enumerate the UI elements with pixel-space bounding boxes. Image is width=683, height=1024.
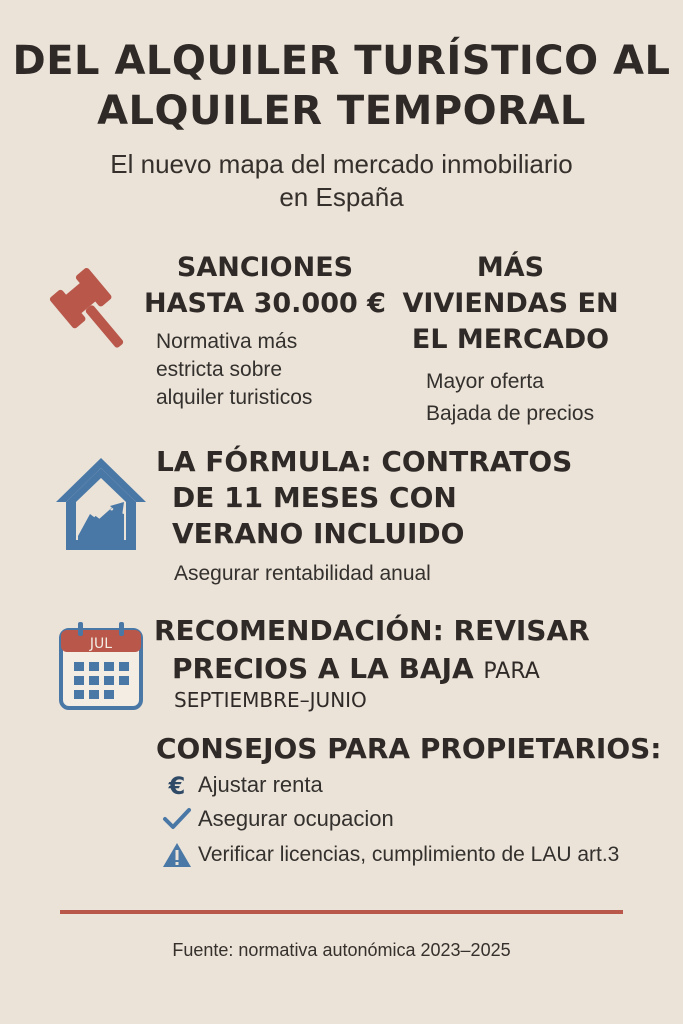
- recomendacion-title-line-2-suffix: PARA: [483, 659, 540, 684]
- title-line-2: ALQUILER TEMPORAL: [97, 88, 586, 134]
- house-growth-icon: [54, 454, 148, 554]
- sanciones-text-line-1: Normativa más: [156, 330, 298, 353]
- formula-text: Asegurar rentabilidad anual: [174, 562, 431, 585]
- viviendas-text-line-2: Bajada de precios: [426, 402, 595, 425]
- sanciones-title-line-1: SANCIONES: [176, 252, 354, 283]
- check-icon: [160, 806, 194, 832]
- sanciones-title: [140, 250, 390, 322]
- recomendacion-subtitle: SEPTIEMBRE–JUNIO: [174, 688, 367, 712]
- source-note: Fuente: normativa autonómica 2023–2025: [172, 940, 511, 960]
- formula-title: [156, 444, 572, 552]
- tip-item: [160, 772, 323, 798]
- gavel-icon: [46, 252, 142, 348]
- formula-title-line-2: DE 11 MESES CON: [172, 481, 457, 514]
- calendar-month-label: JUL: [89, 636, 113, 652]
- viviendas-title: [398, 250, 623, 358]
- subtitle-line-1: El nuevo mapa del mercado inmobiliario: [110, 149, 573, 179]
- viviendas-title-line-3: EL MERCADO: [411, 324, 610, 355]
- sanciones-text-line-2: estricta sobre: [156, 358, 283, 381]
- calendar-icon: [58, 620, 144, 712]
- page-title: [0, 36, 683, 136]
- viviendas-text-line-1: Mayor oferta: [426, 370, 544, 393]
- tip-item: [160, 842, 619, 868]
- formula-title-line-3: VERANO INCLUIDO: [172, 517, 465, 550]
- recomendacion-title: [154, 612, 590, 691]
- tip-text: Ajustar renta: [198, 772, 323, 797]
- euro-icon: [160, 772, 194, 798]
- viviendas-title-line-1: MÁS: [476, 252, 545, 283]
- recomendacion-title-line-1: RECOMENDACIÓN: REVISAR: [154, 614, 590, 647]
- svg-text:€: €: [168, 772, 186, 798]
- tip-text: Verificar licencias, cumplimiento de LAU art.3: [198, 843, 620, 866]
- tip-text: Asegurar ocupacion: [198, 806, 394, 831]
- sanciones-text: [156, 328, 312, 412]
- consejos-title: CONSEJOS PARA PROPIETARIOS:: [156, 732, 662, 765]
- formula-title-line-1: LA FÓRMULA: CONTRATOS: [156, 445, 573, 478]
- subtitle-line-2: en España: [279, 182, 404, 212]
- warning-icon: [160, 842, 194, 868]
- page-subtitle: [40, 148, 643, 214]
- footer-divider: [60, 910, 623, 914]
- title-line-1: DEL ALQUILER TURÍSTICO AL: [12, 38, 671, 84]
- viviendas-text: [426, 366, 594, 430]
- viviendas-title-line-2: VIVIENDAS EN: [402, 288, 619, 319]
- sanciones-title-line-2: HASTA 30.000 €: [144, 288, 386, 319]
- sanciones-text-line-3: alquiler turisticos: [156, 386, 313, 409]
- recomendacion-title-line-2: PRECIOS A LA BAJA: [172, 652, 474, 685]
- tip-item: [160, 806, 394, 832]
